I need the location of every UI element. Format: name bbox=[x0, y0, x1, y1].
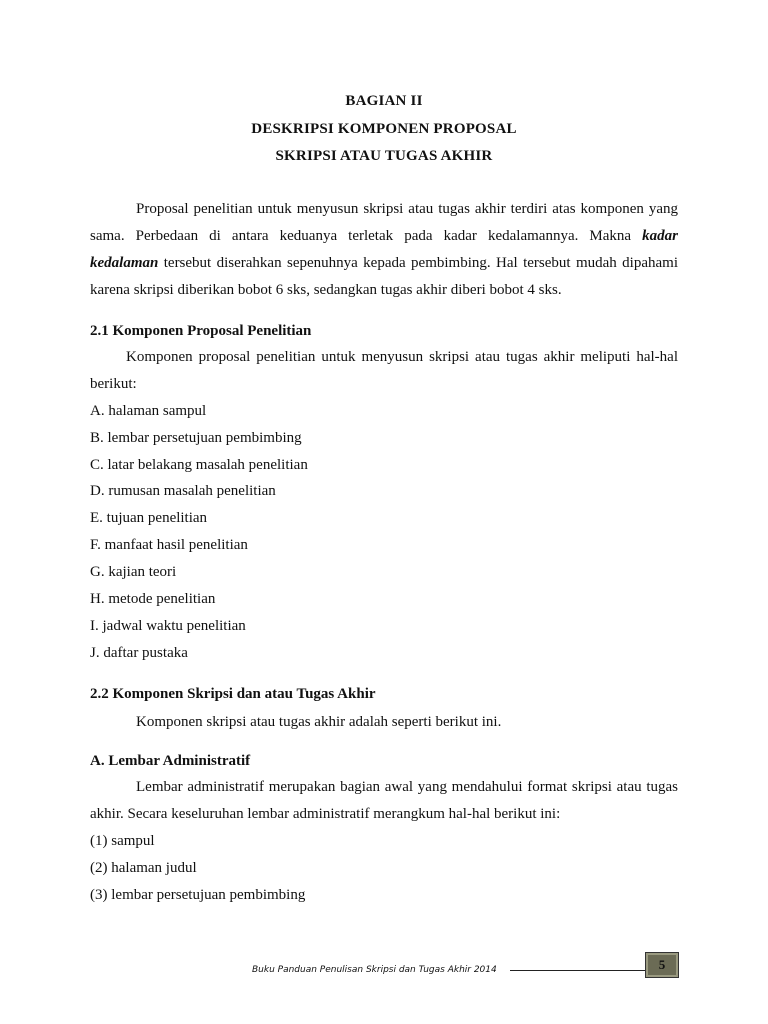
list-item: B. lembar persetujuan pembimbing bbox=[90, 430, 302, 446]
chapter-title-line2: SKRIPSI ATAU TUGAS AKHIR bbox=[275, 148, 493, 164]
section-2-1-paragraph bbox=[90, 344, 678, 398]
section-a-line-1: Lembar administratif merupakan bagian awal yang mendahului format skripsi atau tugas bbox=[136, 779, 678, 795]
list-item: (1) sampul bbox=[90, 833, 155, 849]
emphasis-kadar: kadar bbox=[642, 228, 678, 244]
list-item: A. halaman sampul bbox=[90, 403, 207, 419]
section-2-1-line-2: berikut: bbox=[90, 376, 137, 392]
intro-line-1: Proposal penelitian untuk menyusun skripsi atau tugas akhir terdiri atas komponen yang bbox=[136, 201, 678, 217]
list-item: (3) lembar persetujuan pembimbing bbox=[90, 887, 306, 903]
chapter-label: BAGIAN II bbox=[345, 93, 423, 109]
list-item: J. daftar pustaka bbox=[90, 645, 188, 661]
section-heading-2-2: 2.2 Komponen Skripsi dan atau Tugas Akhir bbox=[90, 686, 376, 702]
section-heading-2-1: 2.1 Komponen Proposal Penelitian bbox=[90, 323, 312, 339]
list-item: D. rumusan masalah penelitian bbox=[90, 483, 276, 499]
intro-line-3: kedalaman tersebut diserahkan sepenuhnya kepada pembimbing. Hal tersebut mudah dipahami bbox=[90, 255, 678, 271]
list-item: F. manfaat hasil penelitian bbox=[90, 537, 248, 553]
list-item: G. kajian teori bbox=[90, 564, 177, 580]
list-item: C. latar belakang masalah penelitian bbox=[90, 457, 308, 473]
list-item: (2) halaman judul bbox=[90, 860, 197, 876]
page-number-badge bbox=[645, 952, 679, 978]
section-heading-a: A. Lembar Administratif bbox=[90, 753, 251, 769]
section-a-line-2: akhir. Secara keseluruhan lembar administratif merangkum hal-hal berikut ini: bbox=[90, 806, 561, 822]
chapter-title-line1: DESKRIPSI KOMPONEN PROPOSAL bbox=[251, 121, 517, 137]
section-2-2-paragraph: Komponen skripsi atau tugas akhir adalah seperti berikut ini. bbox=[136, 714, 502, 730]
list-item: I. jadwal waktu penelitian bbox=[90, 618, 246, 634]
intro-paragraph bbox=[90, 196, 678, 304]
list-item: E. tujuan penelitian bbox=[90, 510, 208, 526]
emphasis-kedalaman: kedalaman bbox=[90, 255, 159, 271]
intro-line-2: sama. Perbedaan di antara keduanya terletak pada kadar kedalamannya. Makna kadar bbox=[90, 228, 678, 244]
page-number: 5 bbox=[658, 957, 666, 972]
intro-line-4: karena skripsi diberikan bobot 6 sks, sedangkan tugas akhir diberi bobot 4 sks. bbox=[90, 282, 562, 298]
section-a-paragraph bbox=[90, 774, 678, 828]
footer-rule bbox=[510, 970, 646, 971]
footer-title: Buku Panduan Penulisan Skripsi dan Tugas Akhir 2014 bbox=[252, 965, 497, 975]
list-item: H. metode penelitian bbox=[90, 591, 216, 607]
section-2-1-line-1: Komponen proposal penelitian untuk menyusun skripsi atau tugas akhir meliputi hal-hal bbox=[126, 349, 678, 365]
